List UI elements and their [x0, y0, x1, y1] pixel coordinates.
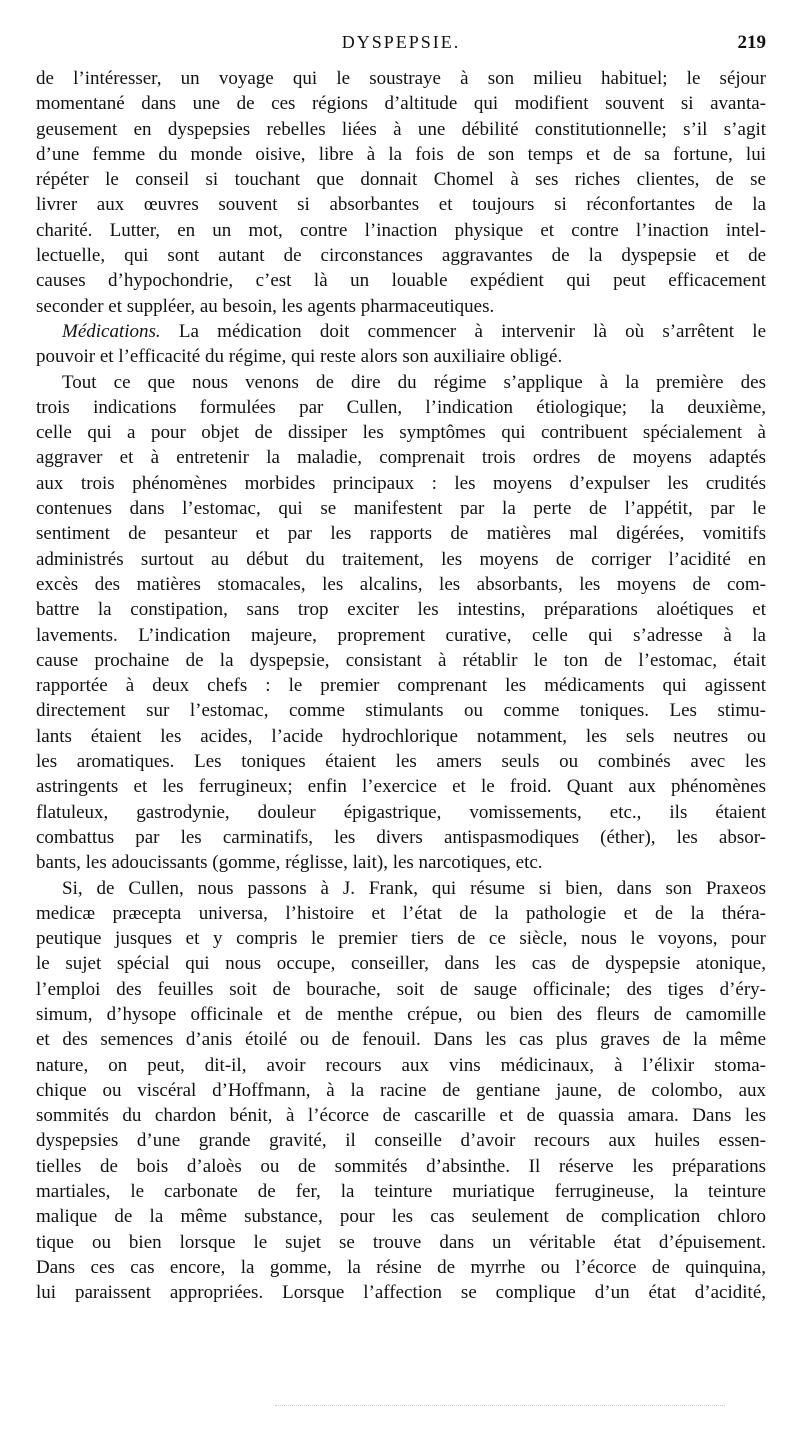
- text-line: sentiment de pesanteur et par les rapports de matières mal digérées, vomitifs: [36, 523, 766, 545]
- text-line: flatuleux, gastrodynie, douleur épigastrique, vomissements, etc., ils étaient: [36, 801, 766, 823]
- text-line-fragment: La médication doit commencer à intervenir là où s’arrêtent le: [178, 320, 766, 342]
- running-head: [36, 30, 766, 56]
- text-line: bants, les adoucissants (gomme, réglisse, lait), les narcotiques, etc.: [36, 852, 543, 874]
- text-line: administrés surtout au début du traitement, les moyens de corriger l’acidité en: [36, 548, 766, 570]
- text-line: répéter le conseil si touchant que donnait Chomel à ses riches clientes, de se: [36, 169, 766, 191]
- text-line: seconder et suppléer, au besoin, les agents pharmaceutiques.: [36, 295, 495, 317]
- text-line: sommités du chardon bénit, à l’écorce de cascarille et de quassia amara. Dans les: [36, 1105, 766, 1127]
- body-text: [36, 66, 766, 1306]
- text-line: medicæ præcepta universa, l’histoire et l’état de la pathologie et de la théra-: [36, 902, 766, 924]
- text-line: tielles de bois d’aloès ou de sommités d’absinthe. Il réserve les préparations: [36, 1155, 766, 1177]
- text-line: Tout ce que nous venons de dire du régime s’applique à la première des: [62, 371, 766, 393]
- running-title: DYSPEPSIE.: [341, 32, 461, 52]
- text-line: Dans ces cas encore, la gomme, la résine de myrrhe ou l’écorce de quinquina,: [36, 1256, 766, 1278]
- text-line: lectuelle, qui sont autant de circonstances aggravantes de la dyspepsie et de: [36, 245, 766, 267]
- text-line: pouvoir et l’efficacité du régime, qui reste alors son auxiliaire obligé.: [36, 346, 563, 368]
- text-line: lants étaient les acides, l’acide hydrochlorique notamment, les sels neutres ou: [36, 725, 766, 747]
- text-line: livrer aux œuvres souvent si absorbantes et toujours si réconfortantes de la: [36, 194, 766, 216]
- text-line: directement sur l’estomac, comme stimulants ou comme toniques. Les stimu-: [36, 700, 766, 722]
- text-line: aux trois phénomènes morbides principaux : les moyens d’expulser les crudités: [36, 472, 766, 494]
- text-line: les aromatiques. Les toniques étaient les amers seuls ou combinés avec les: [36, 751, 766, 773]
- text-line: malique de la même substance, pour les cas seulement de complication chloro: [36, 1206, 766, 1228]
- text-line: causes d’hypochondrie, c’est là un louable expédient qui peut efficacement: [36, 270, 766, 292]
- text-line: lavements. L’indication majeure, proprement curative, celle qui s’adresse à la: [36, 624, 766, 646]
- text-line: Si, de Cullen, nous passons à J. Frank, qui résume si bien, dans son Praxeos: [62, 877, 766, 899]
- text-line: trois indications formulées par Cullen, l’indication étiologique; la deuxième,: [36, 396, 766, 418]
- text-line: de l’intéresser, un voyage qui le soustraye à son milieu habituel; le séjour: [36, 68, 766, 89]
- text-line: le sujet spécial qui nous occupe, conseiller, dans les cas de dyspepsie atonique,: [36, 953, 766, 975]
- text-line: chique ou viscéral d’Hoffmann, à la racine de gentiane jaune, de colombo, aux: [36, 1079, 766, 1101]
- text-line: martiales, le carbonate de fer, la teinture muriatique ferrugineuse, la teinture: [36, 1181, 766, 1203]
- text-line: contenues dans l’estomac, qui se manifestent par la perte de l’appétit, par le: [36, 498, 766, 520]
- text-line: celle qui a pour objet de dissiper les symptômes qui contribuent spécialement à: [36, 422, 766, 444]
- text-line: simum, d’hysope officinale et de menthe crépue, ou bien des fleurs de camomille: [36, 1003, 766, 1025]
- text-line: momentané dans une de ces régions d’altitude qui modifient souvent si avanta-: [36, 93, 766, 115]
- section-heading: Médications.: [62, 320, 161, 342]
- page-number: 219: [737, 32, 766, 53]
- text-line: astringents et les ferrugineux; enfin l’exercice et le froid. Quant aux phénomènes: [36, 776, 766, 798]
- text-line: geusement en dyspepsies rebelles liées à une débilité constitutionnelle; s’il s’agit: [36, 118, 766, 140]
- footer-rule: [275, 1405, 725, 1406]
- text-line: charité. Lutter, en un mot, contre l’inaction physique et contre l’inaction intel-: [36, 219, 766, 241]
- text-line: et des semences d’anis étoilé ou de fenouil. Dans les cas plus graves de la même: [36, 1029, 766, 1051]
- text-line: cause prochaine de la dyspepsie, consistant à rétablir le ton de l’estomac, était: [36, 649, 766, 671]
- text-line: rapportée à deux chefs : le premier comprenant les médicaments qui agissent: [36, 675, 766, 697]
- text-line: aggraver et à entretenir la maladie, comprenait trois ordres de moyens adaptés: [36, 447, 766, 469]
- text-line: peutique jusques et y compris le premier tiers de ce siècle, nous le voyons, pour: [36, 928, 766, 950]
- text-line: tique ou bien lorsque le sujet se trouve dans un véritable état d’épuisement.: [36, 1231, 766, 1253]
- medications-paragraph-first-line: [36, 319, 766, 344]
- text-line: dyspepsies d’une grande gravité, il conseille d’avoir recours aux huiles essen-: [36, 1130, 766, 1152]
- text-line: l’emploi des feuilles soit de bourache, soit de sauge officinale; des tiges d’éry-: [36, 978, 766, 1000]
- text-line: d’une femme du monde oisive, libre à la fois de son temps et de sa fortune, lui: [36, 143, 766, 165]
- text-line: nature, on peut, dit-il, avoir recours aux vins médicinaux, à l’élixir stoma-: [36, 1054, 766, 1076]
- text-line: combattus par les carminatifs, les divers antispasmodiques (éther), les absor-: [36, 826, 766, 848]
- text-line: lui paraissent appropriées. Lorsque l’affection se complique d’un état d’acidité,: [36, 1282, 766, 1304]
- text-line: battre la constipation, sans trop exciter les intestins, préparations aloétiques et: [36, 599, 766, 621]
- text-line: excès des matières stomacales, les alcalins, les absorbants, les moyens de com-: [36, 573, 766, 595]
